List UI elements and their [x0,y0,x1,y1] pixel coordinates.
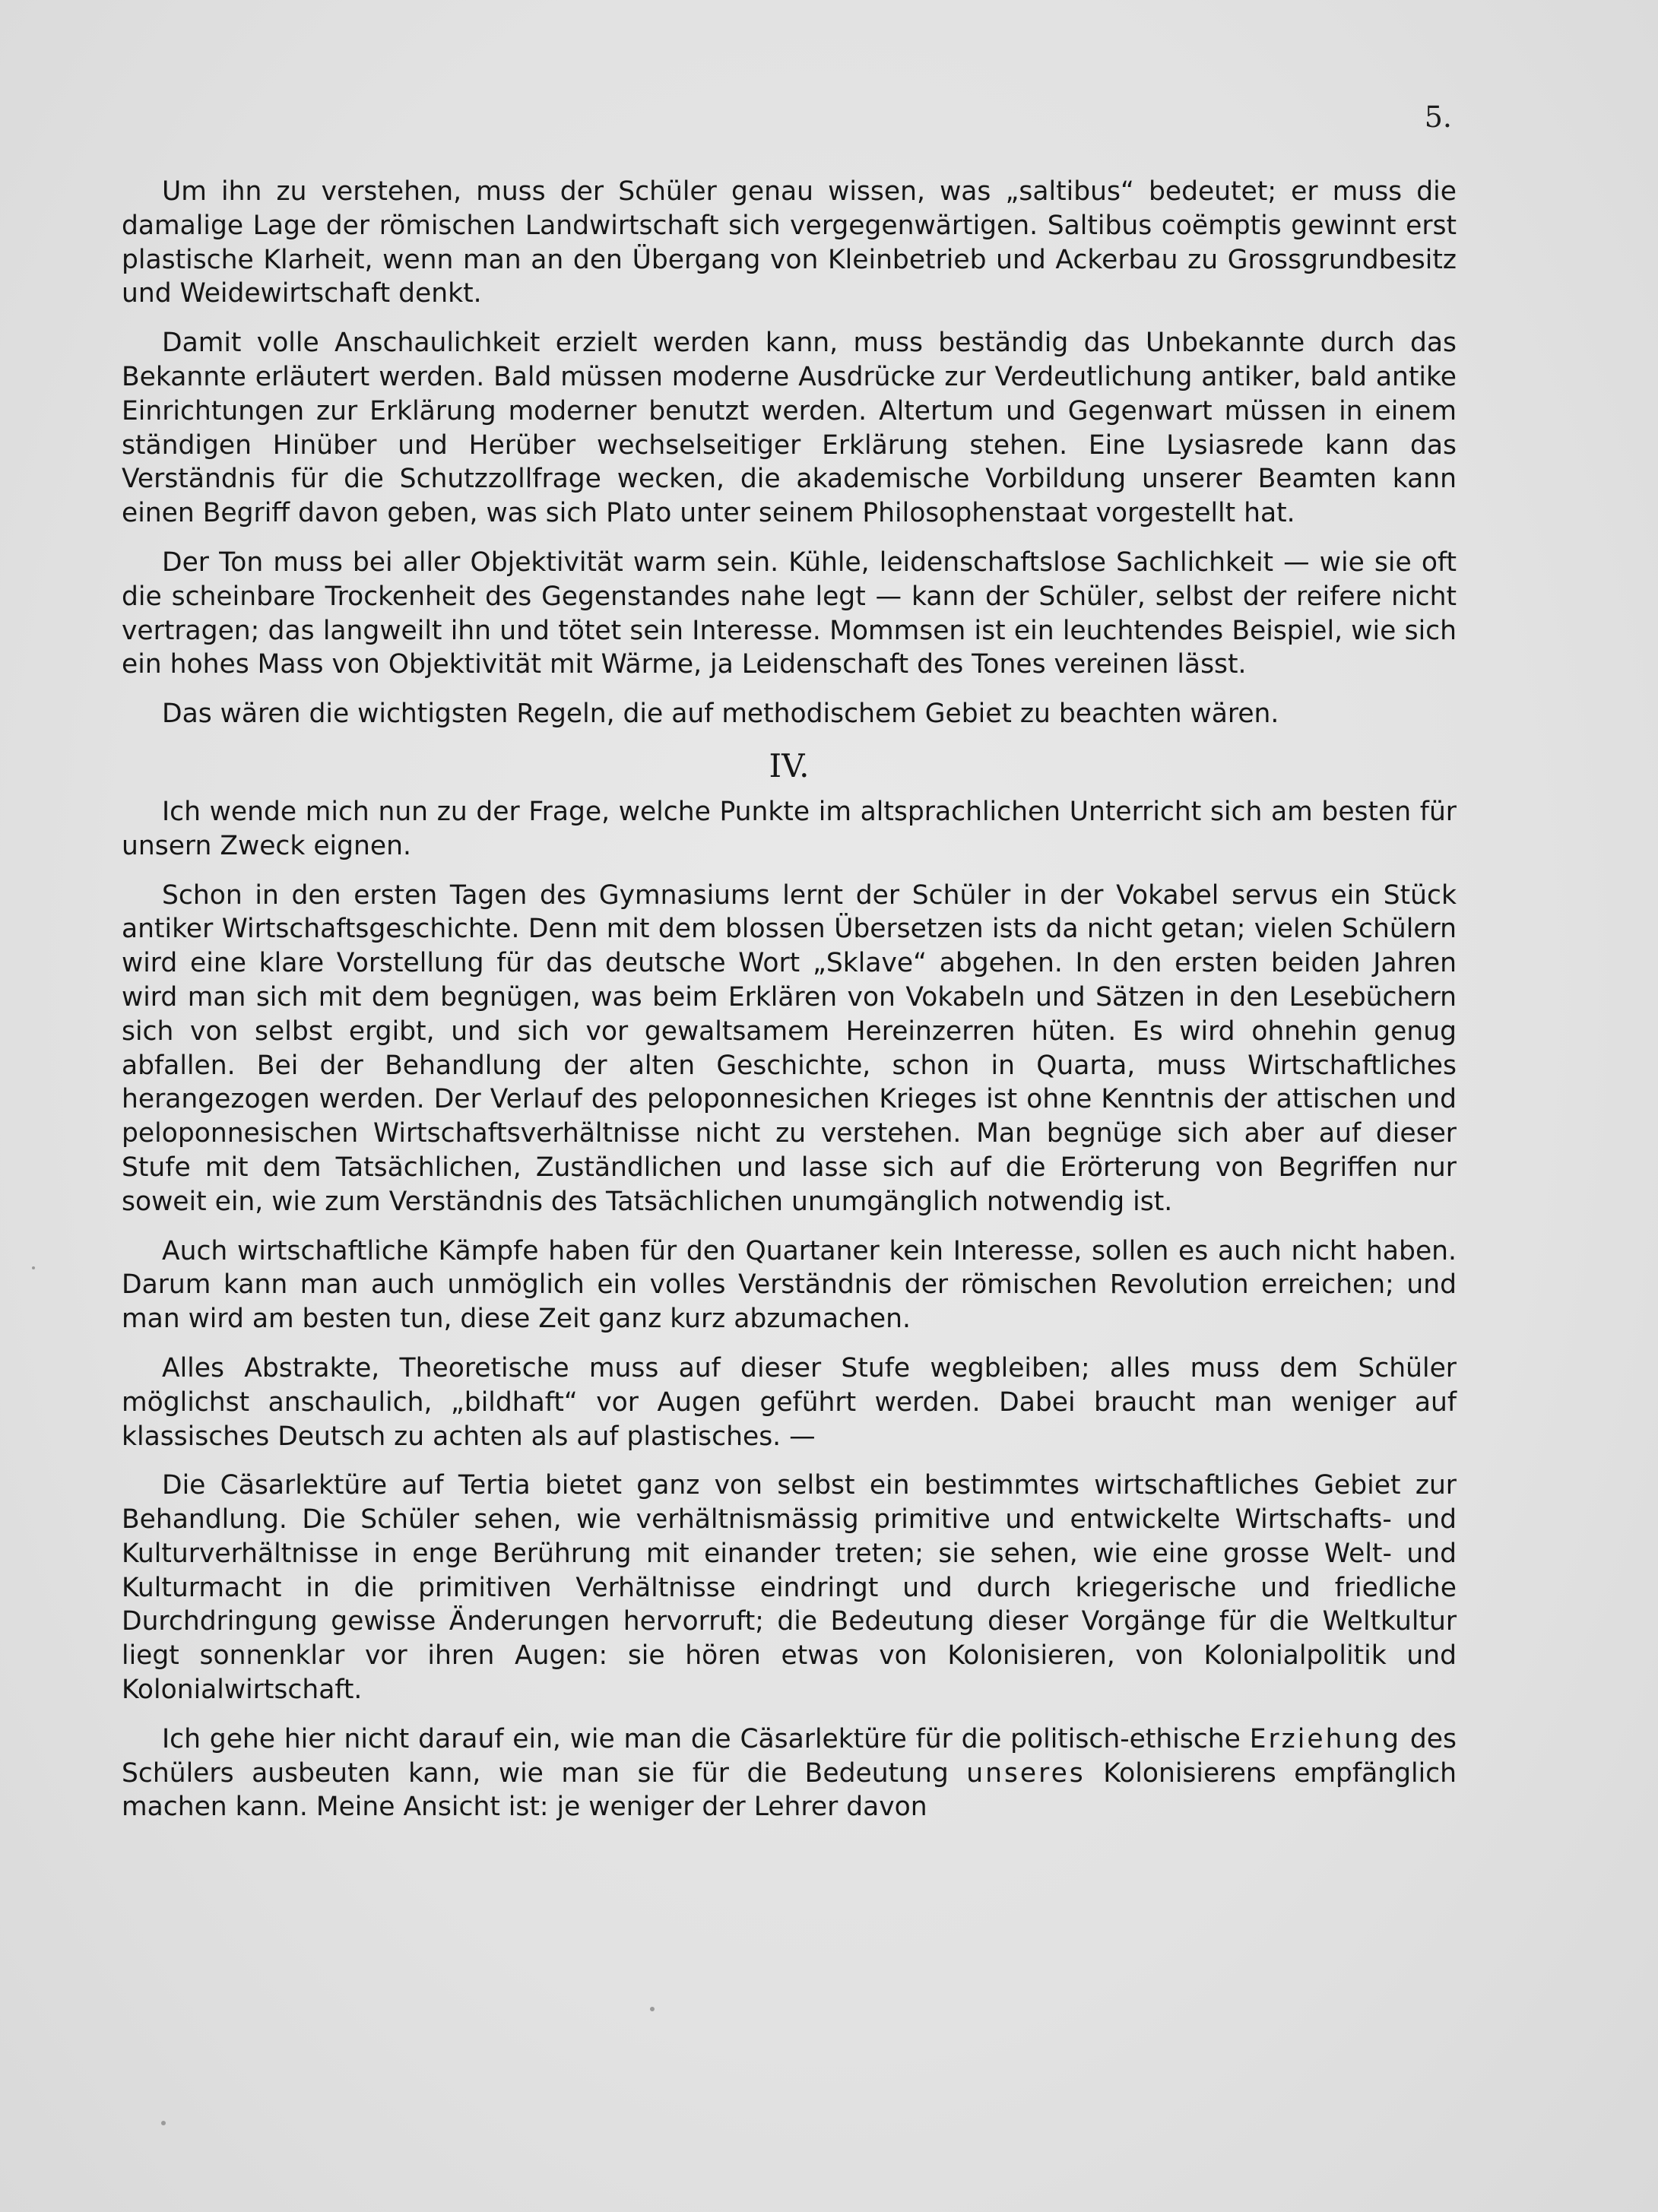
paragraph-kaempfe: Auch wirtschaftliche Kämpfe haben für den Quartaner kein Interesse, sollen es auch nicht haben. Darum kann man auch unmöglich ein volles Verständnis der römischen Revolution erreichen; und man wird am besten tun, diese Zeit ganz kurz abzumachen. [122,1235,1457,1335]
body-text [122,175,1457,1840]
paragraph-gymnasium: Schon in den ersten Tagen des Gymnasiums lernt der Schüler in der Vokabel servus ein Stück antiker Wirtschaftsgeschichte. Denn mit dem blossen Übersetzen ists da nicht getan; vielen Schülern wird eine klare Vorstellung für das deutsche Wort „Sklave“ abgehen. In den ersten beiden Jahren wird man sich mit dem begnügen, was beim Erklären von Vokabeln und Sätzen in den Lesebüchern sich von selbst ergibt, und sich vor gewaltsamem Hereinzerren hüten. Es wird ohnehin genug abfallen. Bei der Behandlung der alten Geschichte, schon in Quarta, muss Wirtschaftliches herangezogen werden. Der Verlauf des peloponnesichen Krieges ist ohne Kenntnis der attischen und peloponnesischen Wirtschaftsverhältnisse nicht zu verstehen. Man begnüge sich aber auf dieser Stufe mit dem Tatsächlichen, Zuständlichen und lasse sich auf die Erörterung von Begriffen nur soweit ein, wie zum Verständnis des Tatsächlichen unumgänglich notwendig ist. [122,879,1457,1217]
spaced-word-unseres: unseres [966,1757,1086,1789]
paragraph-frage: Ich wende mich nun zu der Frage, welche Punkte im altsprachlichen Unterricht sich am besten für unsern Zweck eignen. [122,796,1457,861]
spaced-word-erziehung: Erziehung [1249,1723,1402,1754]
paragraph-regeln: Das wären die wichtigsten Regeln, die auf methodischem Gebiet zu beachten wären. [162,699,1279,730]
paper-speck [161,2121,166,2125]
section-heading: IV. [769,746,810,784]
paragraph-ton: Der Ton muss bei aller Objektivität warm sein. Kühle, leidenschaftslose Sachlichkeit — wie sie oft die scheinbare Trockenheit des Gegenstandes nahe legt — kann der Schüler, selbst der reifere nicht vertragen; das langweilt ihn und tötet sein Interesse. Mommsen ist ein leuchtendes Beispiel, wie sich ein hohes Mass von Objektivität mit Wärme, ja Leidenschaft des Tones vereinen lässt. [122,547,1457,680]
text-run: Kolonisierens empfänglich machen kann. Meine Ansicht ist: je weniger der Lehrer davon [122,1757,1457,1823]
paragraph-abstrakte: Alles Abstrakte, Theoretische muss auf dieser Stufe wegbleiben; alles muss dem Schüler möglichst anschaulich, „bildhaft“ vor Augen geführt werden. Dabei braucht man weniger auf klassisches Deutsch zu achten als auf plastisches. — [122,1352,1457,1452]
paragraph-caesarlektuere: Die Cäsarlektüre auf Tertia bietet ganz von selbst ein bestimmtes wirtschaftliches Gebiet zur Behandlung. Die Schüler sehen, wie verhältnismässig primitive und entwickelte Wirtschafts- und Kulturverhältnisse in enge Berührung mit einander treten; sie sehen, wie eine grosse Welt- und Kulturmacht in die primitiven Verhältnisse eindringt und durch kriegerische und friedliche Durchdringung gewisse Änderungen hervorruft; die Bedeutung dieser Vorgänge für die Weltkultur liegt sonnenklar vor ihren Augen: sie hören etwas von Kolonisieren, von Kolonialpolitik und Kolonialwirtschaft. [122,1470,1457,1706]
text-run: des Schülers ausbeuten kann, wie man sie für die Bedeutung [122,1723,1457,1789]
paragraph-anschaulichkeit: Damit volle Anschaulichkeit erzielt werden kann, muss beständig das Unbekannte durch das Bekannte erläutert werden. Bald müssen moderne Ausdrücke zur Verdeutlichung antiker, bald antike Einrichtungen zur Erklärung moderner benutzt werden. Altertum und Gegenwart müssen in einem ständigen Hinüber und Herüber wechselseitiger Erklärung stehen. Eine Lysiasrede kann das Verständnis für die Schutzzollfrage wecken, die akademische Vorbildung unserer Beamten kann einen Begriff davon geben, was sich Plato unter seinem Philosophenstaat vorgestellt hat. [122,328,1457,529]
paragraph-saltibus: Um ihn zu verstehen, muss der Schüler genau wissen, was „saltibus“ bedeutet; er muss die damalige Lage der römischen Landwirtschaft sich vergegenwärtigen. Saltibus coëmptis gewinnt erst plastische Klarheit, wenn man an den Übergang von Kleinbetrieb und Ackerbau zu Grossgrundbesitz und Weidewirtschaft denkt. [122,176,1457,309]
text-run: Ich gehe hier nicht darauf ein, wie man die Cäsarlektüre für die politisch-ethische [162,1723,1250,1754]
paper-speck [650,2007,655,2011]
paragraph-erziehung [122,1722,1457,1824]
paper-speck [32,1266,35,1269]
page-number: 5. [1424,100,1452,134]
